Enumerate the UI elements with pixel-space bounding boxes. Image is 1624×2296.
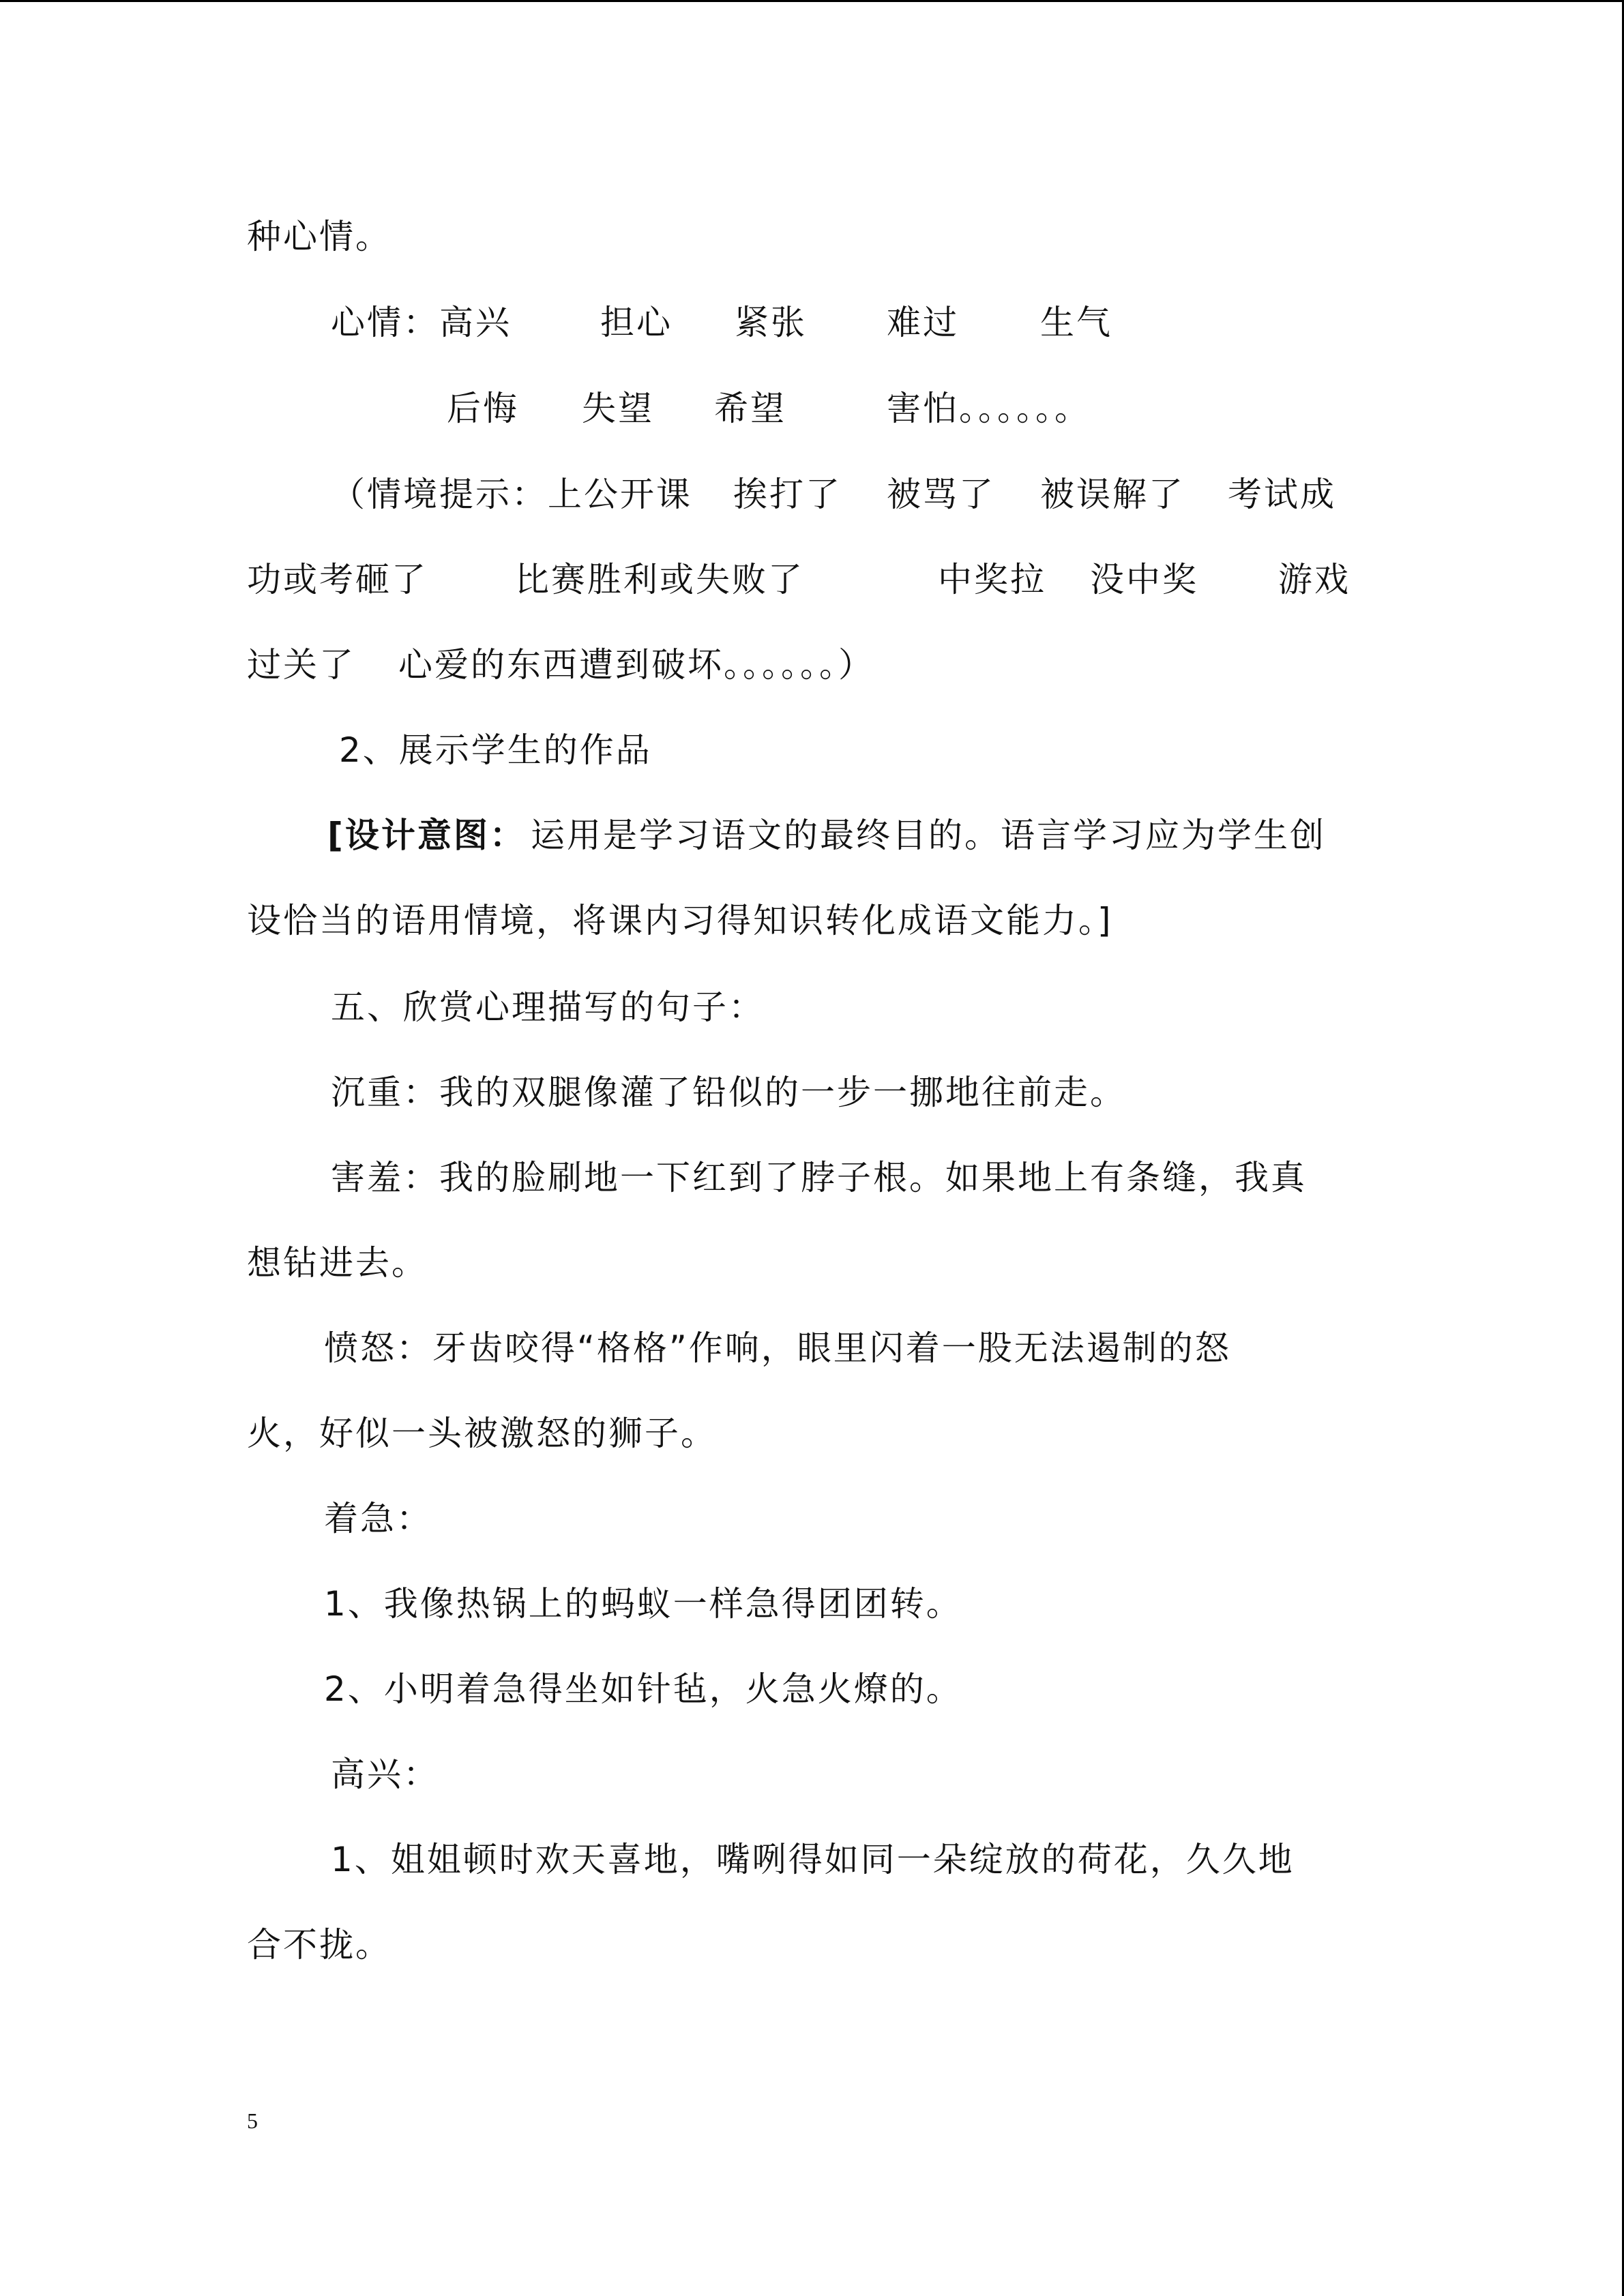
mood-word: 害怕。。。。。。 <box>887 389 1091 428</box>
hint-text: 被误解了 <box>1040 475 1185 514</box>
mood-word: 失望 <box>582 389 654 428</box>
hint-line-3 <box>247 641 1270 689</box>
section-heading: 五、欣赏心理描写的句子： <box>331 987 765 1027</box>
step-heading: 2、展示学生的作品 <box>339 730 652 770</box>
hint-text: （情境提示：上公开课 <box>331 475 692 514</box>
hint-text: 挨打了 <box>733 475 842 514</box>
sentence: 愤怒：牙齿咬得“格格”作响，眼里闪着一股无法遏制的怒 <box>324 1328 1231 1368</box>
hint-line-2 <box>247 556 1406 603</box>
hint-text: 过关了 <box>247 645 355 685</box>
mood-label: 心情：高兴 <box>331 303 512 342</box>
sentence: 1、姐姐顿时欢天喜地，嘴咧得如同一朵绽放的荷花，久久地 <box>331 1840 1295 1879</box>
sentence-label: 高兴： <box>331 1755 439 1794</box>
page-number: 5 <box>247 2108 258 2133</box>
design-intent-label: [设计意图： <box>327 816 526 855</box>
mood-word: 担心 <box>600 303 673 342</box>
hint-text: 心爱的东西遭到破坏。。。。。。） <box>398 645 874 685</box>
sentence: 1、我像热锅上的蚂蚁一样急得团团转。 <box>324 1584 962 1624</box>
mood-list-row-1 <box>331 299 1286 346</box>
hint-line-1 <box>331 471 1388 518</box>
hint-text: 功或考砸了 <box>247 560 428 599</box>
mood-word: 紧张 <box>735 303 807 342</box>
hint-text: 中奖拉 <box>938 560 1046 599</box>
hint-text: 没中奖 <box>1090 560 1198 599</box>
sentence: 合不拢。 <box>247 1925 392 1965</box>
sentence-label: 着急： <box>324 1499 432 1538</box>
hint-text: 游戏 <box>1278 560 1350 599</box>
design-intent-line-2: 设恰当的语用情境，将课内习得知识转化成语文能力。] <box>247 901 1113 940</box>
mood-word: 难过 <box>887 303 959 342</box>
sentence: 火，好似一头被激怒的狮子。 <box>247 1414 717 1453</box>
hint-text: 考试成 <box>1228 475 1336 514</box>
mood-word: 生气 <box>1040 303 1112 342</box>
top-border <box>0 0 1624 2</box>
hint-text: 比赛胜利或失败了 <box>515 560 804 599</box>
text-line: 种心情。 <box>247 217 392 256</box>
mood-word: 后悔 <box>447 389 519 428</box>
sentence: 2、小明着急得坐如针毡，火急火燎的。 <box>324 1669 962 1709</box>
sentence: 害羞：我的脸刷地一下红到了脖子根。如果地上有条缝，我真 <box>331 1158 1307 1197</box>
sentence: 想钻进去。 <box>247 1243 428 1283</box>
design-intent-text: 运用是学习语文的最终目的。语言学习应为学生创 <box>531 816 1326 855</box>
mood-list-row-2 <box>447 385 1265 432</box>
hint-text: 被骂了 <box>887 475 995 514</box>
design-intent-line-1 <box>327 811 1385 859</box>
sentence: 沉重：我的双腿像灌了铅似的一步一挪地往前走。 <box>331 1073 1126 1112</box>
mood-word: 希望 <box>714 389 786 428</box>
